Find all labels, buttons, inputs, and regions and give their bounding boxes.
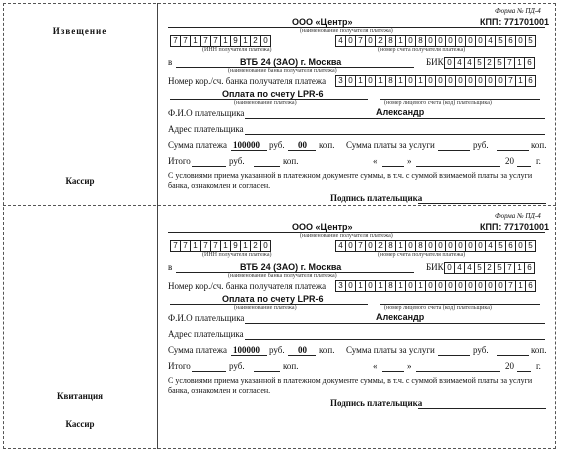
digit-cell: 7 [210, 240, 221, 252]
digit-cell: 1 [415, 280, 426, 292]
inn-cells [170, 35, 271, 47]
digit-cell: 8 [385, 240, 396, 252]
digit-cell: 1 [240, 35, 251, 47]
digit-cell: 0 [425, 240, 436, 252]
digit-cell: 5 [525, 35, 536, 47]
recipient-caption: (наименование получателя платежа) [300, 233, 393, 239]
payer-name: Александр [376, 107, 425, 117]
digit-cell: 6 [525, 75, 536, 87]
digit-cell: 5 [495, 240, 506, 252]
digit-cell: 0 [455, 35, 466, 47]
date-year-suffix: г. [536, 156, 541, 166]
section-divider [3, 205, 556, 206]
digit-cell: 0 [365, 280, 376, 292]
digit-cell: 7 [180, 240, 191, 252]
kpp: КПП: 771701001 [480, 17, 549, 27]
date-day-line [382, 166, 404, 167]
digit-cell: 6 [505, 35, 516, 47]
digit-cell: 0 [485, 75, 496, 87]
fio-line [245, 323, 545, 324]
digit-cell: 7 [355, 240, 366, 252]
digit-cell: 0 [345, 240, 356, 252]
digit-cell: 0 [425, 35, 436, 47]
address-line [245, 339, 545, 340]
digit-cell: 5 [494, 262, 505, 274]
payment-caption: (наименование платежа) [234, 100, 297, 106]
bank-caption: (наименование банка получателя платежа) [228, 273, 337, 279]
recipient-name: ООО «Центр» [292, 17, 353, 27]
payer-account-caption: (номер лицевого счета (код) плательщика) [384, 305, 492, 311]
digit-cell: 5 [525, 240, 536, 252]
digit-cell: 0 [475, 35, 486, 47]
digit-cell: 0 [444, 262, 455, 274]
digit-cell: 4 [485, 240, 496, 252]
notice-section [0, 7, 564, 205]
digit-cell: 1 [514, 262, 525, 274]
digit-cell: 1 [355, 280, 366, 292]
digit-cell: 0 [445, 240, 456, 252]
digit-cell: 0 [515, 240, 526, 252]
terms-text: С условиями приема указанной в платежном документе суммы, в т.ч. с суммой взимаемой платы за услуги банка, ознакомлен и согласен. [168, 171, 533, 190]
date-year-suffix: г. [536, 361, 541, 371]
digit-cell: 4 [485, 35, 496, 47]
date-month-line [416, 371, 500, 372]
date-year-prefix: 20 [505, 156, 514, 166]
sum-kop-line [288, 355, 316, 356]
date-quote-open: « [373, 361, 378, 371]
digit-cell: 1 [375, 280, 386, 292]
sum-rub-unit: руб. [269, 345, 285, 355]
digit-cell: 5 [494, 57, 505, 69]
digit-cell: 7 [504, 262, 515, 274]
fee-label: Сумма платы за услуги [346, 345, 435, 355]
digit-cell: 0 [465, 75, 476, 87]
date-month-line [416, 166, 500, 167]
sum-rub-line [231, 355, 267, 356]
in-label: в [168, 57, 173, 67]
digit-cell: 8 [385, 75, 396, 87]
account-cells [335, 240, 536, 252]
corr-account-label: Номер кор./сч. банка получателя платежа [168, 76, 327, 86]
digit-cell: 0 [365, 35, 376, 47]
digit-cell: 0 [365, 75, 376, 87]
digit-cell: 0 [445, 280, 456, 292]
date-day-line [382, 371, 404, 372]
digit-cell: 0 [444, 57, 455, 69]
payer-account-caption: (номер лицевого счета (код) плательщика) [384, 100, 492, 106]
digit-cell: 8 [415, 240, 426, 252]
notice-title: Извещение [52, 26, 108, 36]
digit-cell: 7 [505, 75, 516, 87]
bik-label: БИК [426, 262, 444, 272]
form-number: Форма № ПД-4 [495, 7, 541, 15]
address-label: Адрес плательщика [168, 329, 244, 339]
address-label: Адрес плательщика [168, 124, 244, 134]
inn-cells [170, 240, 271, 252]
total-rub-line [192, 166, 226, 167]
bank-name: ВТБ 24 (ЗАО) г. Москва [240, 262, 342, 272]
payment-name: Оплата по счету LPR-6 [222, 294, 324, 304]
digit-cell: 0 [445, 35, 456, 47]
digit-cell: 7 [355, 35, 366, 47]
digit-cell: 0 [345, 75, 356, 87]
digit-cell: 0 [485, 280, 496, 292]
fee-kop-line [497, 150, 529, 151]
sum-label: Сумма платежа [168, 140, 227, 150]
sum-rub-unit: руб. [269, 140, 285, 150]
total-kop-unit: коп. [283, 361, 299, 371]
total-rub-line [192, 371, 226, 372]
bik-cells [444, 262, 535, 274]
bik-cells [444, 57, 535, 69]
receipt-section [0, 212, 564, 412]
digit-cell: 1 [514, 57, 525, 69]
digit-cell: 5 [495, 35, 506, 47]
digit-cell: 0 [475, 240, 486, 252]
digit-cell: 1 [515, 280, 526, 292]
digit-cell: 1 [395, 75, 406, 87]
digit-cell: 0 [365, 240, 376, 252]
digit-cell: 7 [210, 35, 221, 47]
form-number: Форма № ПД-4 [495, 212, 541, 220]
date-quote-close: » [407, 361, 412, 371]
digit-cell: 0 [435, 75, 446, 87]
address-line [245, 134, 545, 135]
fee-label: Сумма платы за услуги [346, 140, 435, 150]
digit-cell: 0 [465, 35, 476, 47]
digit-cell: 0 [455, 280, 466, 292]
digit-cell: 0 [455, 75, 466, 87]
digit-cell: 0 [495, 75, 506, 87]
total-kop-unit: коп. [283, 156, 299, 166]
digit-cell: 2 [250, 35, 261, 47]
digit-cell: 1 [355, 75, 366, 87]
digit-cell: 0 [455, 240, 466, 252]
digit-cell: 3 [335, 75, 346, 87]
fio-label: Ф.И.О плательщика [168, 313, 245, 323]
fee-rub-line [438, 355, 470, 356]
digit-cell: 0 [475, 280, 486, 292]
digit-cell: 1 [395, 240, 406, 252]
date-quote-close: » [407, 156, 412, 166]
inn-caption: (ИНН получателя платежа) [202, 252, 272, 258]
date-year-line [517, 371, 531, 372]
total-label: Итого [168, 156, 191, 166]
digit-cell: 1 [375, 75, 386, 87]
digit-cell: 0 [515, 35, 526, 47]
recipient-caption: (наименование получателя платежа) [300, 28, 393, 34]
signature-label: Подпись плательщика [330, 398, 423, 408]
digit-cell: 7 [504, 57, 515, 69]
date-year-prefix: 20 [505, 361, 514, 371]
digit-cell: 8 [415, 35, 426, 47]
digit-cell: 0 [435, 35, 446, 47]
digit-cell: 0 [445, 75, 456, 87]
sum-rub-line [231, 150, 267, 151]
digit-cell: 1 [190, 240, 201, 252]
date-year-line [517, 166, 531, 167]
payment-caption: (наименование платежа) [234, 305, 297, 311]
digit-cell: 4 [464, 262, 475, 274]
digit-cell: 6 [524, 262, 535, 274]
digit-cell: 9 [230, 240, 241, 252]
corr-account-label: Номер кор./сч. банка получателя платежа [168, 281, 327, 291]
digit-cell: 7 [170, 240, 181, 252]
digit-cell: 7 [200, 35, 211, 47]
account-caption: (номер счета получателя платежа) [378, 252, 466, 258]
signature-label: Подпись плательщика [330, 193, 423, 203]
digit-cell: 0 [345, 35, 356, 47]
total-rub-unit: руб. [229, 361, 245, 371]
in-label: в [168, 262, 173, 272]
receipt-title: Квитанция [56, 391, 104, 401]
sum-label: Сумма платежа [168, 345, 227, 355]
digit-cell: 8 [385, 35, 396, 47]
kpp: КПП: 771701001 [480, 222, 549, 232]
digit-cell: 2 [484, 57, 495, 69]
digit-cell: 0 [405, 75, 416, 87]
digit-cell: 1 [515, 75, 526, 87]
digit-cell: 3 [335, 280, 346, 292]
fio-label: Ф.И.О плательщика [168, 108, 245, 118]
cashier-label-bottom: Кассир [65, 419, 95, 429]
corr-account-cells [335, 75, 536, 87]
payer-name: Александр [376, 312, 425, 322]
digit-cell: 4 [454, 57, 465, 69]
bank-caption: (наименование банка получателя платежа) [228, 68, 337, 74]
digit-cell: 8 [385, 280, 396, 292]
signature-line [418, 408, 546, 409]
digit-cell: 0 [465, 240, 476, 252]
fee-kop-unit: коп. [531, 345, 547, 355]
digit-cell: 7 [180, 35, 191, 47]
sum-kop-line [288, 150, 316, 151]
bank-name: ВТБ 24 (ЗАО) г. Москва [240, 57, 342, 67]
digit-cell: 0 [425, 280, 436, 292]
digit-cell: 0 [435, 240, 446, 252]
recipient-name: ООО «Центр» [292, 222, 353, 232]
digit-cell: 0 [405, 280, 416, 292]
digit-cell: 0 [345, 280, 356, 292]
digit-cell: 0 [260, 240, 271, 252]
digit-cell: 0 [260, 35, 271, 47]
digit-cell: 0 [475, 75, 486, 87]
digit-cell: 0 [405, 240, 416, 252]
terms-text: С условиями приема указанной в платежном документе суммы, в т.ч. с суммой взимаемой платы за услуги банка, ознакомлен и согласен. [168, 376, 533, 395]
digit-cell: 2 [250, 240, 261, 252]
sum-rub: 100000 [233, 345, 260, 355]
fee-kop-unit: коп. [531, 140, 547, 150]
digit-cell: 1 [190, 35, 201, 47]
digit-cell: 1 [220, 240, 231, 252]
inn-caption: (ИНН получателя платежа) [202, 47, 272, 53]
digit-cell: 1 [415, 75, 426, 87]
digit-cell: 0 [405, 35, 416, 47]
digit-cell: 2 [484, 262, 495, 274]
digit-cell: 0 [425, 75, 436, 87]
digit-cell: 6 [525, 280, 536, 292]
digit-cell: 7 [200, 240, 211, 252]
account-caption: (номер счета получателя платежа) [378, 47, 466, 53]
digit-cell: 1 [395, 280, 406, 292]
fee-kop-line [497, 355, 529, 356]
sum-kop: 00 [298, 345, 307, 355]
sum-kop: 00 [298, 140, 307, 150]
date-quote-open: « [373, 156, 378, 166]
total-kop-line [254, 166, 280, 167]
digit-cell: 6 [524, 57, 535, 69]
digit-cell: 1 [220, 35, 231, 47]
fee-rub-unit: руб. [473, 140, 489, 150]
total-kop-line [254, 371, 280, 372]
digit-cell: 2 [375, 240, 386, 252]
fee-rub-unit: руб. [473, 345, 489, 355]
digit-cell: 0 [435, 280, 446, 292]
account-cells [335, 35, 536, 47]
sum-rub: 100000 [233, 140, 260, 150]
digit-cell: 6 [505, 240, 516, 252]
digit-cell: 0 [465, 280, 476, 292]
sum-kop-unit: коп. [319, 140, 335, 150]
bik-label: БИК [426, 57, 444, 67]
digit-cell: 5 [474, 262, 485, 274]
digit-cell: 4 [335, 240, 346, 252]
signature-line [418, 203, 546, 204]
sum-kop-unit: коп. [319, 345, 335, 355]
corr-account-cells [335, 280, 536, 292]
payment-name: Оплата по счету LPR-6 [222, 89, 324, 99]
total-label: Итого [168, 361, 191, 371]
digit-cell: 7 [170, 35, 181, 47]
fio-line [245, 118, 545, 119]
digit-cell: 4 [464, 57, 475, 69]
digit-cell: 9 [230, 35, 241, 47]
digit-cell: 2 [375, 35, 386, 47]
digit-cell: 0 [495, 280, 506, 292]
cashier-label-top: Кассир [65, 176, 95, 186]
total-rub-unit: руб. [229, 156, 245, 166]
fee-rub-line [438, 150, 470, 151]
digit-cell: 4 [454, 262, 465, 274]
digit-cell: 1 [395, 35, 406, 47]
digit-cell: 5 [474, 57, 485, 69]
digit-cell: 7 [505, 280, 516, 292]
digit-cell: 1 [240, 240, 251, 252]
digit-cell: 4 [335, 35, 346, 47]
